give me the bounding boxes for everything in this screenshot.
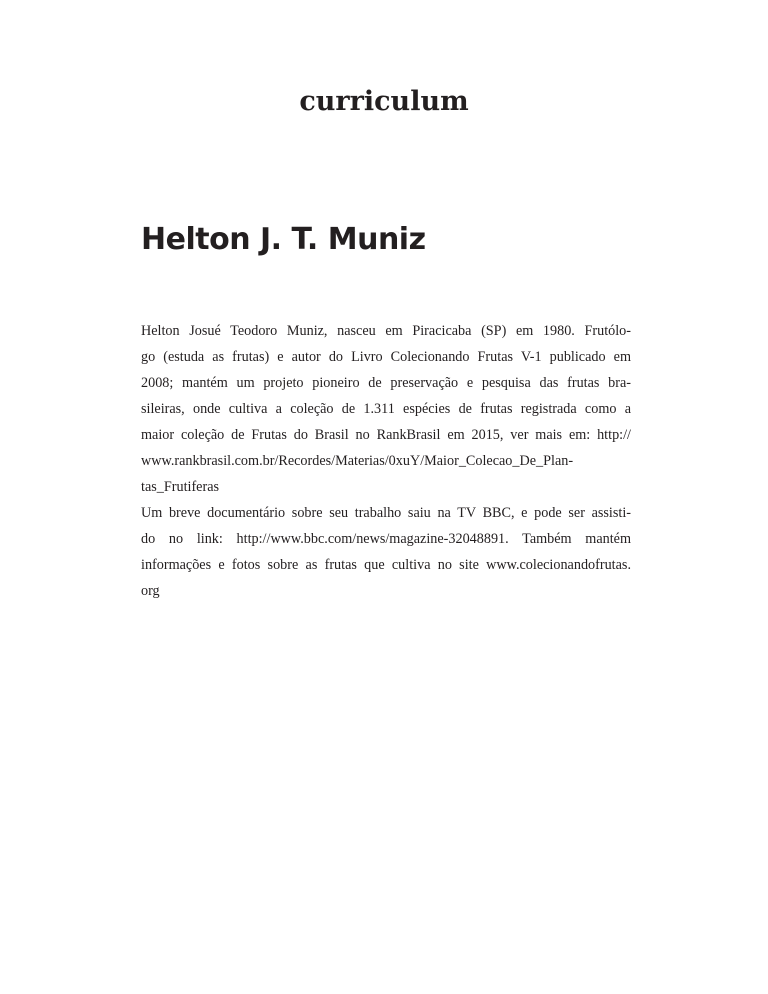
bio-line: 2008; mantém um projeto pioneiro de preservação e pesquisa das frutas bra- bbox=[141, 375, 631, 391]
bio-line: org bbox=[141, 583, 160, 599]
bio-line: informações e fotos sobre as frutas que cultiva no site www.colecionandofrutas. bbox=[141, 557, 631, 573]
author-biography bbox=[141, 318, 631, 604]
bio-line: sileiras, onde cultiva a coleção de 1.311 espécies de frutas registrada como a bbox=[141, 401, 631, 417]
bio-line: go (estuda as frutas) e autor do Livro Colecionando Frutas V-1 publicado em bbox=[141, 349, 631, 365]
bio-line: Um breve documentário sobre seu trabalho saiu na TV BBC, e pode ser assisti- bbox=[141, 505, 631, 521]
bio-line: do no link: http://www.bbc.com/news/magazine-32048891. Também mantém bbox=[141, 531, 631, 547]
bio-line: maior coleção de Frutas do Brasil no RankBrasil em 2015, ver mais em: http:// bbox=[141, 427, 631, 443]
bio-line: www.rankbrasil.com.br/Recordes/Materias/0xuY/Maior_Colecao_De_Plan- bbox=[141, 453, 574, 469]
author-name: Helton J. T. Muniz bbox=[141, 222, 426, 257]
section-heading: curriculum bbox=[299, 86, 469, 117]
bio-line: Helton Josué Teodoro Muniz, nasceu em Piracicaba (SP) em 1980. Frutólo- bbox=[141, 323, 631, 339]
bio-line: tas_Frutiferas bbox=[141, 479, 220, 495]
